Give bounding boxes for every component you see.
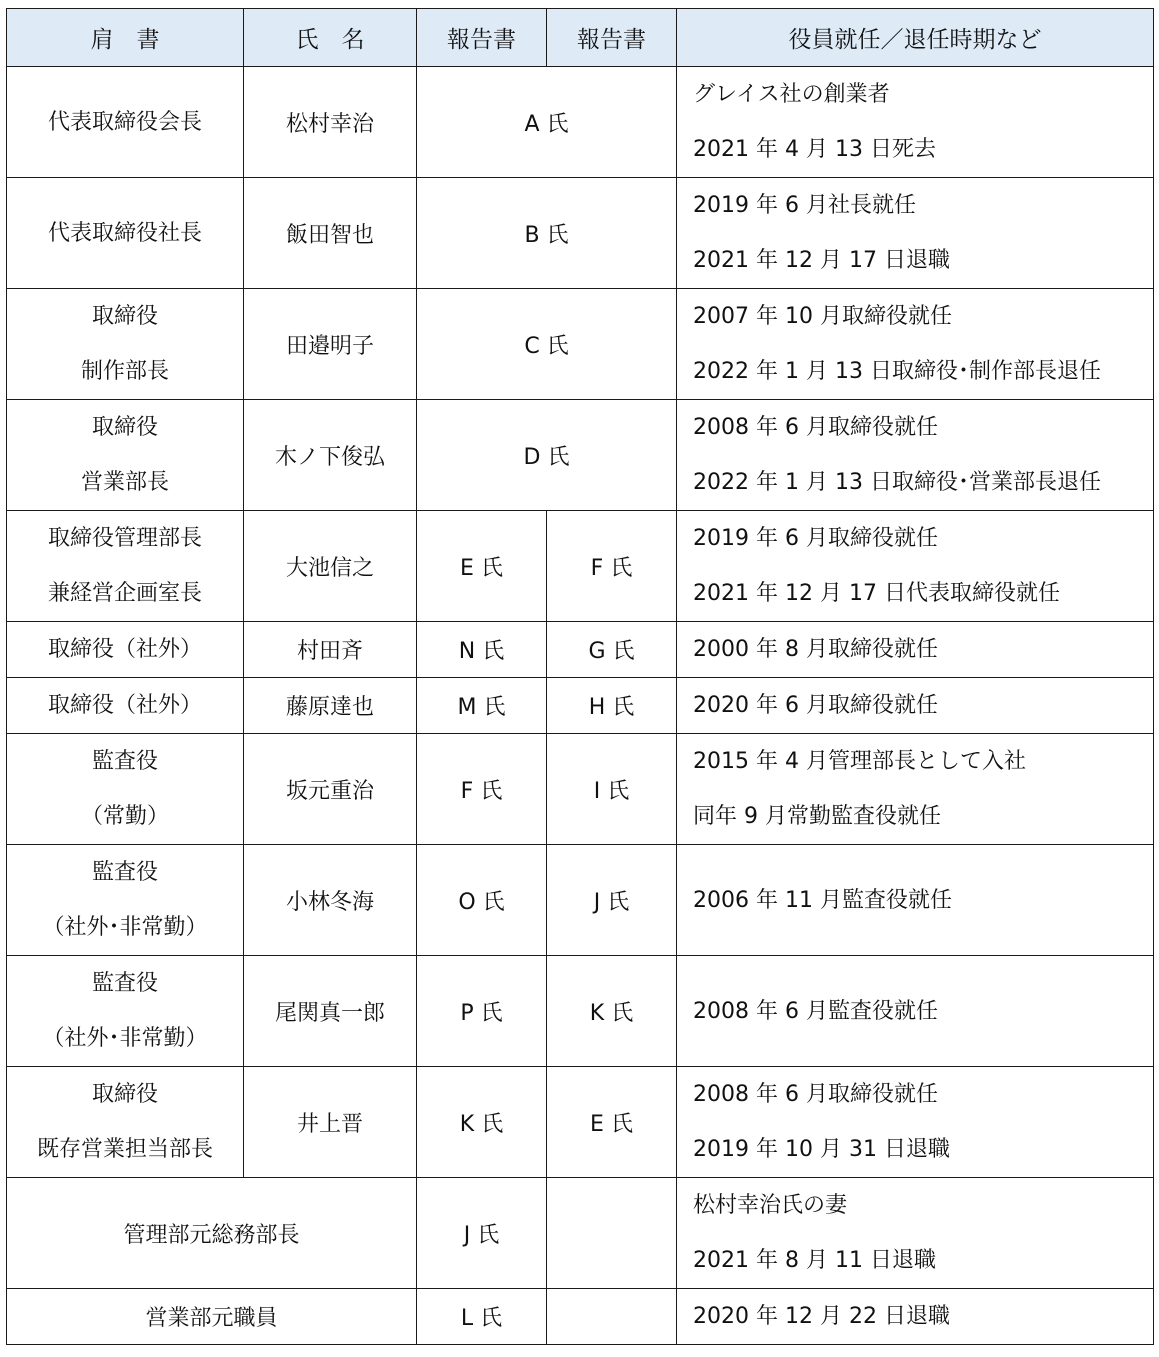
report-2-cell: E 氏 [547, 1067, 677, 1178]
table-row [7, 67, 1154, 178]
title-line: （社外･非常勤） [42, 915, 208, 940]
header-row [7, 9, 1154, 67]
notes-line: 松村幸治氏の妻 [693, 1193, 848, 1218]
report-2-cell: H 氏 [547, 678, 677, 734]
notes-line: 2020 年 6 月取締役就任 [693, 693, 938, 718]
title-cell [7, 622, 244, 678]
title-cell [7, 1067, 244, 1178]
notes-line: 2021 年 12 月 17 日退職 [693, 248, 950, 273]
name-cell: 木ノ下俊弘 [244, 400, 417, 511]
report-1-cell: F 氏 [417, 734, 547, 845]
table-row [7, 400, 1154, 511]
name-cell: 尾関真一郎 [244, 956, 417, 1067]
notes-line: グレイス社の創業者 [693, 82, 890, 107]
header-report-2: 報告書 [547, 9, 677, 67]
notes-line: 2019 年 10 月 31 日退職 [693, 1137, 950, 1162]
title-line: 取締役（社外） [47, 693, 202, 718]
title-line: 監査役 [91, 860, 158, 885]
table-row [7, 1289, 1154, 1345]
notes-line: 2019 年 6 月取締役就任 [693, 526, 938, 551]
notes-line: 2008 年 6 月取締役就任 [693, 1082, 938, 1107]
title-merged-cell: 営業部元職員 [7, 1289, 417, 1345]
report-1-cell: J 氏 [417, 1178, 547, 1289]
name-cell: 坂元重治 [244, 734, 417, 845]
notes-line: 2019 年 6 月社長就任 [693, 193, 916, 218]
report-merged-cell: D 氏 [417, 400, 677, 511]
title-merged-cell: 管理部元総務部長 [7, 1178, 417, 1289]
report-1-cell: K 氏 [417, 1067, 547, 1178]
title-cell [7, 678, 244, 734]
title-line: （社外･非常勤） [42, 1026, 208, 1051]
report-2-cell [547, 1289, 677, 1345]
table-row [7, 511, 1154, 622]
table-row [7, 678, 1154, 734]
title-line: 取締役 [91, 304, 158, 329]
table-row [7, 178, 1154, 289]
title-line: 代表取締役会長 [47, 109, 202, 135]
title-line: 制作部長 [80, 359, 169, 384]
name-cell: 田邉明子 [244, 289, 417, 400]
table-row [7, 734, 1154, 845]
title-cell [7, 400, 244, 511]
table-row [7, 845, 1154, 956]
notes-line: 2007 年 10 月取締役就任 [693, 304, 952, 329]
title-line: 監査役 [91, 749, 158, 774]
header-title: 肩 書 [7, 9, 244, 67]
table-row [7, 289, 1154, 400]
table-row [7, 622, 1154, 678]
report-2-cell: F 氏 [547, 511, 677, 622]
notes-cell [677, 289, 1154, 400]
notes-line: 2000 年 8 月取締役就任 [693, 637, 938, 662]
name-cell: 藤原達也 [244, 678, 417, 734]
title-line: 取締役 [91, 1082, 158, 1107]
notes-line: 2020 年 12 月 22 日退職 [693, 1304, 950, 1329]
report-merged-cell: B 氏 [417, 178, 677, 289]
report-2-cell: J 氏 [547, 845, 677, 956]
notes-line: 2015 年 4 月管理部長として入社 [693, 749, 1026, 774]
notes-cell [677, 67, 1154, 178]
report-1-cell: L 氏 [417, 1289, 547, 1345]
notes-line: 2021 年 4 月 13 日死去 [693, 137, 936, 162]
name-cell: 井上晋 [244, 1067, 417, 1178]
name-cell: 飯田智也 [244, 178, 417, 289]
notes-line: 2008 年 6 月監査役就任 [693, 998, 938, 1024]
title-line: 監査役 [91, 971, 158, 996]
header-name: 氏 名 [244, 9, 417, 67]
notes-line: 2022 年 1 月 13 日取締役･営業部長退任 [693, 470, 1101, 495]
report-merged-cell: A 氏 [417, 67, 677, 178]
notes-cell [677, 734, 1154, 845]
notes-cell [677, 1067, 1154, 1178]
notes-line: 2022 年 1 月 13 日取締役･制作部長退任 [693, 359, 1101, 384]
title-line: 営業部長 [80, 470, 169, 495]
title-line: 取締役管理部長 [47, 526, 202, 551]
notes-line: 同年 9 月常勤監査役就任 [693, 804, 941, 829]
title-cell [7, 178, 244, 289]
title-cell [7, 67, 244, 178]
table-row [7, 956, 1154, 1067]
title-cell [7, 956, 244, 1067]
name-cell: 松村幸治 [244, 67, 417, 178]
notes-line: 2008 年 6 月取締役就任 [693, 415, 938, 440]
report-merged-cell: C 氏 [417, 289, 677, 400]
header-notes: 役員就任／退任時期など [677, 9, 1154, 67]
report-1-cell: O 氏 [417, 845, 547, 956]
notes-cell [677, 956, 1154, 1067]
name-cell: 小林冬海 [244, 845, 417, 956]
title-line: 取締役（社外） [47, 637, 202, 662]
notes-cell [677, 400, 1154, 511]
notes-line: 2021 年 8 月 11 日退職 [693, 1248, 936, 1273]
notes-cell [677, 845, 1154, 956]
report-1-cell: E 氏 [417, 511, 547, 622]
title-cell [7, 845, 244, 956]
report-1-cell: M 氏 [417, 678, 547, 734]
notes-line: 2006 年 11 月監査役就任 [693, 887, 952, 913]
notes-cell [677, 622, 1154, 678]
report-2-cell: G 氏 [547, 622, 677, 678]
notes-cell [677, 1178, 1154, 1289]
name-cell: 村田斉 [244, 622, 417, 678]
report-2-cell: K 氏 [547, 956, 677, 1067]
title-cell [7, 511, 244, 622]
report-2-cell: I 氏 [547, 734, 677, 845]
report-1-cell: N 氏 [417, 622, 547, 678]
notes-cell [677, 511, 1154, 622]
officers-table [6, 8, 1154, 1345]
name-cell: 大池信之 [244, 511, 417, 622]
title-line: 取締役 [91, 415, 158, 440]
table-row [7, 1067, 1154, 1178]
report-1-cell: P 氏 [417, 956, 547, 1067]
title-line: 代表取締役社長 [47, 220, 202, 246]
report-2-cell [547, 1178, 677, 1289]
title-line: 兼経営企画室長 [47, 581, 202, 606]
table-row [7, 1178, 1154, 1289]
title-cell [7, 289, 244, 400]
notes-line: 2021 年 12 月 17 日代表取締役就任 [693, 581, 1060, 606]
header-report-1: 報告書 [417, 9, 547, 67]
title-cell [7, 734, 244, 845]
notes-cell [677, 1289, 1154, 1345]
title-line: （常勤） [80, 804, 169, 829]
notes-cell [677, 678, 1154, 734]
title-line: 既存営業担当部長 [36, 1137, 213, 1162]
notes-cell [677, 178, 1154, 289]
